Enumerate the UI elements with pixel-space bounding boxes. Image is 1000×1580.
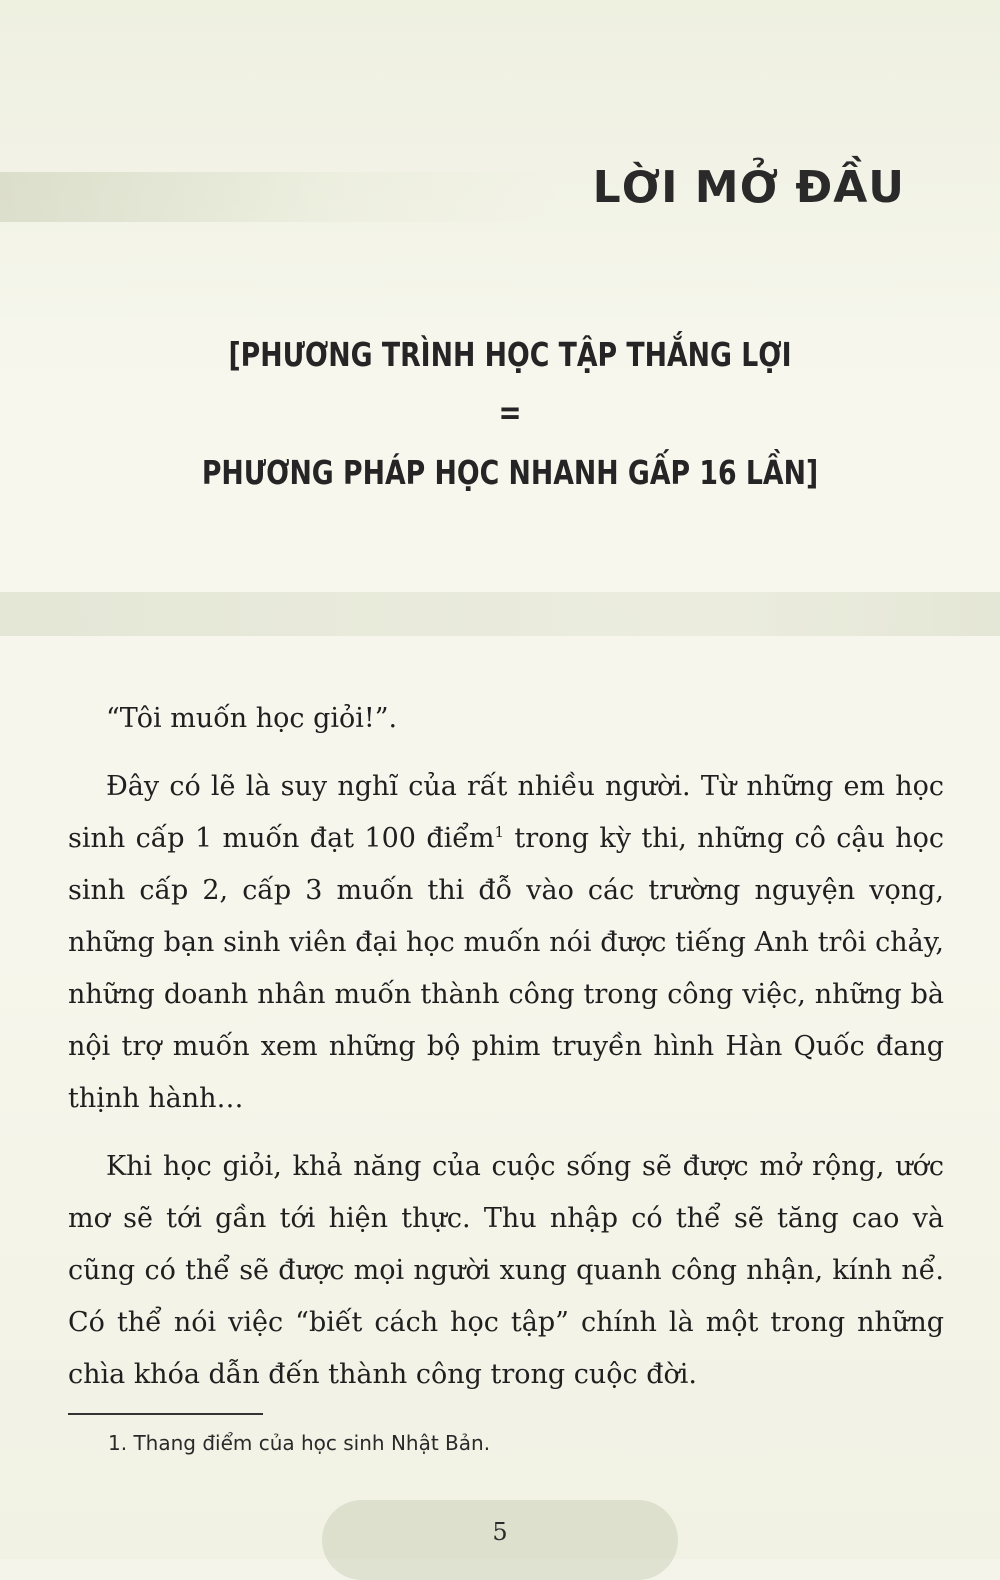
equation-line-2: PHƯƠNG PHÁP HỌC NHANH GẤP 16 LẦN] bbox=[201, 453, 819, 492]
paragraph-3: Khi học giỏi, khả năng của cuộc sống sẽ được mở rộng, ước mơ sẽ tới gần tới hiện thực. Thu nhập có thể sẽ tăng cao và cũng có thể sẽ được mọi người xung quanh công nhận, kính nể. Có thể nói việc “biết cách học tập” chính là một trong những chìa khóa dẫn đến thành công trong cuộc đời. bbox=[68, 1151, 944, 1390]
footnote: 1. Thang điểm của học sinh Nhật Bản. bbox=[108, 1431, 491, 1455]
footnote-marker: 1 bbox=[494, 823, 504, 841]
learning-equation bbox=[70, 335, 950, 505]
middle-band bbox=[0, 592, 1000, 636]
header-band bbox=[0, 172, 560, 222]
page-number: 5 bbox=[492, 1518, 508, 1546]
chapter-title: LỜI MỞ ĐẦU bbox=[592, 162, 905, 213]
paragraph-2-end: trong kỳ thi, những cô cậu học sinh cấp 2, cấp 3 muốn thi đỗ vào các trường nguyện vọng, những bạn sinh viên đại học muốn nói được tiếng Anh trôi chảy, những doanh nhân muốn thành công trong công việc, những bà nội trợ muốn xem những bộ phim truyền hình Hàn Quốc đang thịnh hành… bbox=[68, 823, 944, 1114]
paragraph-2 bbox=[68, 761, 944, 1125]
paragraph-1: “Tôi muốn học giỏi!”. bbox=[106, 703, 398, 734]
equals-sign: = bbox=[498, 393, 522, 433]
paragraph-2-start: Đây có lẽ là suy nghĩ của rất nhiều người. Từ những em học sinh cấp 1 muốn đạt 100 điểm bbox=[68, 771, 944, 854]
equation-line-1: [PHƯƠNG TRÌNH HỌC TẬP THẮNG LỢI bbox=[228, 335, 792, 374]
footnote-divider bbox=[68, 1413, 263, 1415]
body-text bbox=[68, 693, 944, 1401]
